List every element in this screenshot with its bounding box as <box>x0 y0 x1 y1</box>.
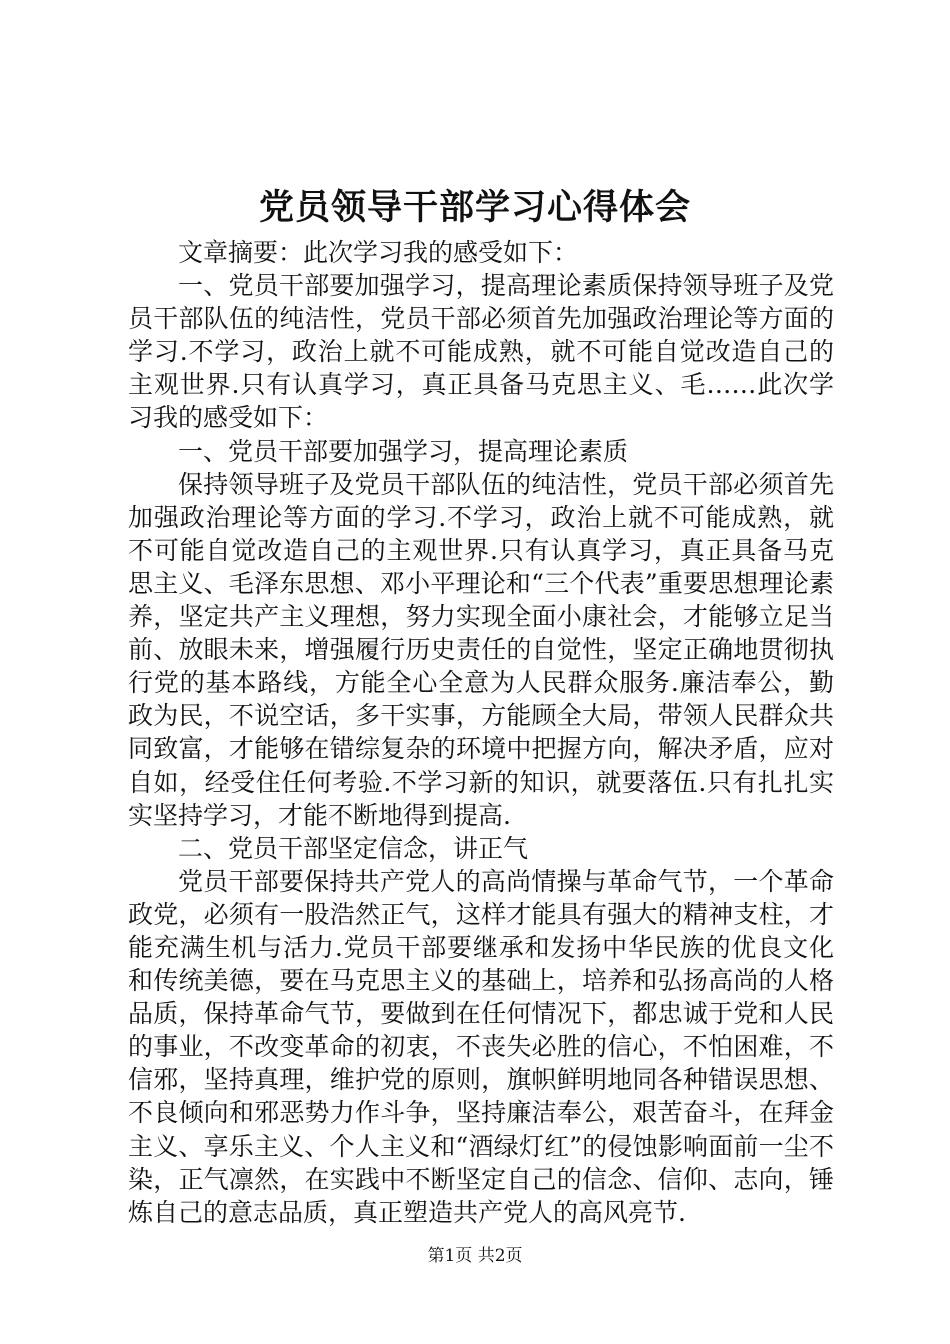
document-body <box>128 236 834 1229</box>
abstract-paragraph: 文章摘要：此次学习我的感受如下： <box>178 238 579 267</box>
section-body-1: 保持领导班子及党员干部队伍的纯洁性，党员干部必须首先加强政治理论等方面的学习.不学习，政治上就不可能成熟，就不可能自觉改造自己的主观世界.只有认真学习，真正具备马克思主义、毛泽东思想、邓小平理论和“三个代表”重要思想理论素养，坚定共产主义理想，努力实现全面小康社会，才能够立足当前、放眼未来，增强履行历史责任的自觉性，坚定正确地贯彻执行党的基本路线，方能全心全意为人民群众服务.廉洁奉公，勤政为民，不说空话，多干实事，方能顾全大局，带领人民群众共同致富，才能够在错综复杂的环境中把握方向，解决矛盾，应对自如，经受住任何考验.不学习新的知识，就要落伍.只有扎扎实实坚持学习，才能不断地得到提高. <box>128 469 834 830</box>
section-body-2: 党员干部要保持共产党人的高尚情操与革命气节，一个革命政党，必须有一股浩然正气，这样才能具有强大的精神支柱，才能充满生机与活力.党员干部要继承和发扬中华民族的优良文化和传统美德，要在马克思主义的基础上，培养和弘扬高尚的人格品质，保持革命气节，要做到在任何情况下，都忠诚于党和人民的事业，不改变革命的初衷，不丧失必胜的信心，不怕困难，不信邪，坚持真理，维护党的原则，旗帜鲜明地同各种错误思想、不良倾向和邪恶势力作斗争，坚持廉洁奉公，艰苦奋斗，在拜金主义、享乐主义、个人主义和“酒绿灯红”的侵蚀影响面前一尘不染，正气凛然，在实践中不断坚定自己的信念、信仰、志向，锤炼自己的意志品质，真正塑造共产党人的高风亮节. <box>128 866 834 1227</box>
document-title: 党员领导干部学习心得体会 <box>258 187 691 228</box>
summary-paragraph: 一、党员干部要加强学习，提高理论素质保持领导班子及党员干部队伍的纯洁性，党员干部必须首先加强政治理论等方面的学习.不学习，政治上就不可能成熟，就不可能自觉改造自己的主观世界.只有认真学习，真正具备马克思主义、毛……此次学习我的感受如下： <box>128 271 834 433</box>
section-heading-1: 一、党员干部要加强学习，提高理论素质 <box>178 436 629 466</box>
section-heading-2: 二、党员干部坚定信念，讲正气 <box>178 833 529 863</box>
page-number-footer: 第1页 共2页 <box>427 1246 523 1266</box>
